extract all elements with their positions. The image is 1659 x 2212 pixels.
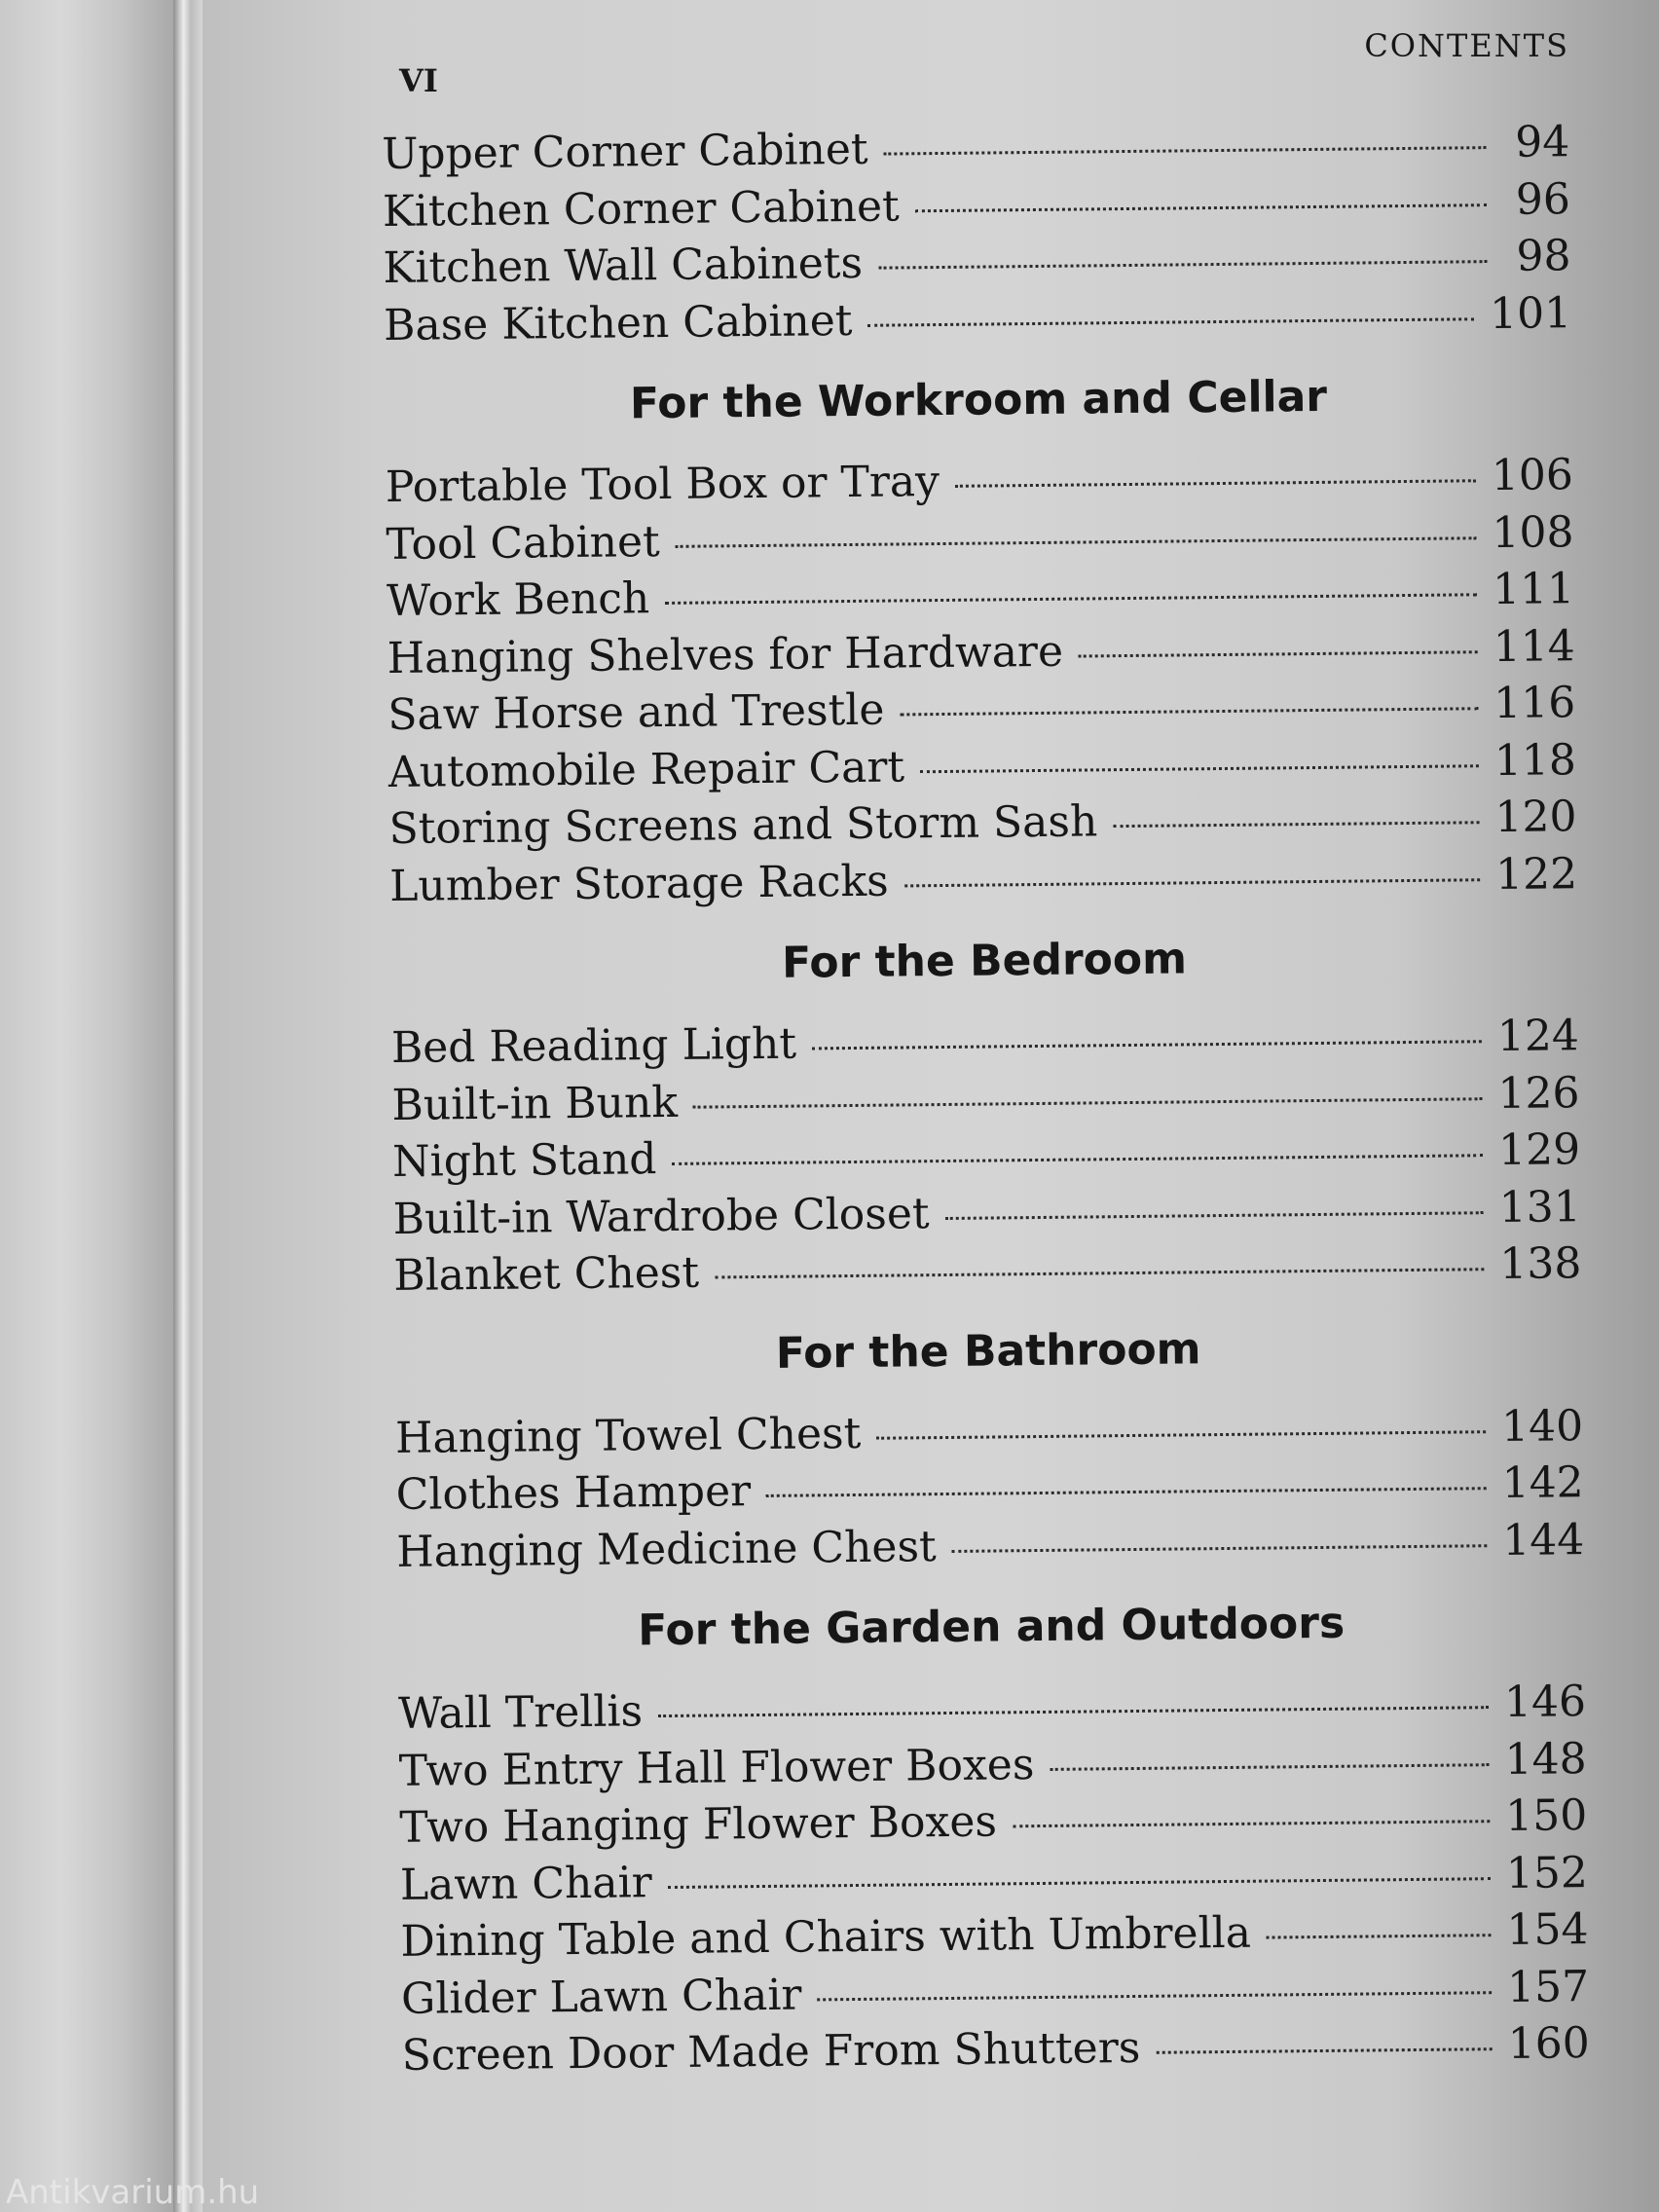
dot-leader <box>952 1544 1488 1553</box>
toc-entry-page: 94 <box>1514 117 1570 167</box>
dot-leader <box>878 260 1487 270</box>
toc-entry-title: Upper Corner Cabinet <box>382 124 868 179</box>
toc-entry-title: Dining Table and Chairs with Umbrella <box>400 1907 1252 1967</box>
toc-entry-title: Tool Cabinet <box>386 516 660 570</box>
running-head: CONTENTS <box>1364 27 1569 64</box>
toc-entry-title: Wall Trellis <box>397 1686 644 1739</box>
toc-entry-page: 140 <box>1500 1400 1584 1452</box>
dot-leader <box>1113 821 1479 828</box>
toc-entry-page: 118 <box>1493 734 1577 786</box>
toc-entry-title: Hanging Towel Chest <box>394 1408 862 1463</box>
toc-entry-page: 129 <box>1497 1124 1581 1176</box>
toc-entry-page: 138 <box>1499 1238 1582 1290</box>
toc-entry-page: 106 <box>1491 450 1574 501</box>
toc-entry-page: 126 <box>1497 1067 1580 1119</box>
toc-entry-title: Lumber Storage Racks <box>388 856 889 911</box>
dot-leader <box>676 536 1477 548</box>
toc-entry-title: Kitchen Wall Cabinets <box>383 238 864 293</box>
toc-entry-title: Screen Door Made From Shutters <box>401 2022 1141 2081</box>
table-of-contents <box>382 114 1590 2084</box>
dot-leader <box>1013 1820 1490 1827</box>
dot-leader <box>876 1430 1486 1440</box>
toc-entry-page: 154 <box>1506 1904 1589 1956</box>
dot-leader <box>715 1268 1484 1278</box>
dot-leader <box>945 1211 1484 1220</box>
toc-entry-page: 116 <box>1493 678 1576 729</box>
toc-entry-page: 120 <box>1494 792 1577 843</box>
section-title: For the Bedroom <box>781 934 1188 988</box>
dot-leader <box>1267 1934 1492 1938</box>
section-entries <box>395 1398 1585 1581</box>
toc-entry-page: 144 <box>1502 1514 1585 1566</box>
toc-entry-page: 131 <box>1498 1181 1581 1233</box>
section-title: For the Workroom and Cellar <box>629 371 1328 429</box>
toc-entry-page: 101 <box>1489 287 1572 339</box>
dot-leader <box>668 1877 1491 1889</box>
page-number: VI <box>399 62 438 99</box>
toc-entry-title: Kitchen Corner Cabinet <box>382 180 900 237</box>
section-entries <box>386 447 1578 915</box>
toc-entry-title: Two Entry Hall Flower Boxes <box>398 1739 1035 1796</box>
dot-leader <box>658 1706 1489 1717</box>
toc-entry-page: 122 <box>1494 848 1578 900</box>
dot-leader <box>817 1991 1492 2001</box>
toc-first-entries <box>382 114 1571 354</box>
toc-entry-page: 157 <box>1506 1961 1590 2012</box>
toc-entry-title: Hanging Medicine Chest <box>396 1521 937 1577</box>
toc-entry-title: Lawn Chair <box>399 1857 652 1910</box>
toc-section <box>397 1568 1590 2084</box>
toc-entry-page: 152 <box>1505 1847 1589 1899</box>
section-entries <box>391 1008 1582 1305</box>
section-entries <box>398 1674 1590 2084</box>
dot-leader <box>1050 1763 1489 1771</box>
dot-leader <box>672 1154 1483 1165</box>
toc-entry-title: Two Hanging Flower Boxes <box>399 1796 998 1853</box>
toc-entry-title: Bed Reading Light <box>390 1018 797 1073</box>
toc-entry-page: 150 <box>1504 1790 1588 1842</box>
toc-entry-title: Blanket Chest <box>393 1247 700 1301</box>
section-title: For the Garden and Outdoors <box>637 1598 1346 1656</box>
toc-entry-page: 142 <box>1501 1457 1584 1509</box>
toc-section <box>394 1293 1585 1581</box>
dot-leader <box>904 878 1480 887</box>
toc-section <box>384 342 1577 915</box>
dot-leader <box>884 146 1487 155</box>
toc-entry-title: Saw Horse and Trestle <box>387 684 885 740</box>
dot-leader <box>1156 2047 1492 2054</box>
toc-entry-page: 96 <box>1515 173 1571 225</box>
book-spine <box>0 0 173 2212</box>
toc-entry-page: 108 <box>1492 506 1574 558</box>
toc-entry-page: 124 <box>1496 1011 1580 1062</box>
toc-entry-page: 98 <box>1516 231 1571 281</box>
dot-leader <box>920 764 1479 773</box>
toc-entry-page: 114 <box>1493 620 1575 672</box>
dot-leader <box>867 317 1474 327</box>
toc-entry-page: 111 <box>1492 564 1575 615</box>
toc-entry-title: Automobile Repair Cart <box>387 741 905 797</box>
toc-entry-title: Hanging Shelves for Hardware <box>387 626 1064 683</box>
dot-leader <box>665 593 1477 605</box>
dot-leader <box>955 479 1476 488</box>
section-title: For the Bathroom <box>775 1323 1201 1379</box>
dot-leader <box>693 1097 1483 1108</box>
toc-entry-title: Built-in Wardrobe Closet <box>392 1188 930 1244</box>
toc-entry-title: Glider Lawn Chair <box>400 1970 802 2024</box>
dot-leader <box>915 203 1487 212</box>
dot-leader <box>812 1040 1482 1050</box>
toc-entry-title: Portable Tool Box or Tray <box>385 457 940 512</box>
toc-entry-title: Base Kitchen Cabinet <box>383 295 853 350</box>
toc-section <box>389 903 1581 1305</box>
toc-sections <box>384 342 1590 2084</box>
toc-entry-page: 146 <box>1503 1677 1587 1728</box>
dot-leader <box>766 1487 1487 1497</box>
toc-entry-title: Work Bench <box>386 573 650 626</box>
toc-entry-title: Built-in Bunk <box>391 1077 679 1130</box>
toc-entry-page: 160 <box>1507 2018 1590 2069</box>
dot-leader <box>1079 650 1478 657</box>
dot-leader <box>900 707 1478 716</box>
toc-entry-title: Storing Screens and Storm Sash <box>388 796 1098 854</box>
watermark: Antikvarium.hu <box>6 2173 260 2212</box>
toc-entry-title: Night Stand <box>391 1134 657 1187</box>
page-edge <box>173 0 203 2212</box>
toc-entry-page: 148 <box>1504 1733 1587 1785</box>
toc-entry-title: Clothes Hamper <box>395 1466 752 1520</box>
